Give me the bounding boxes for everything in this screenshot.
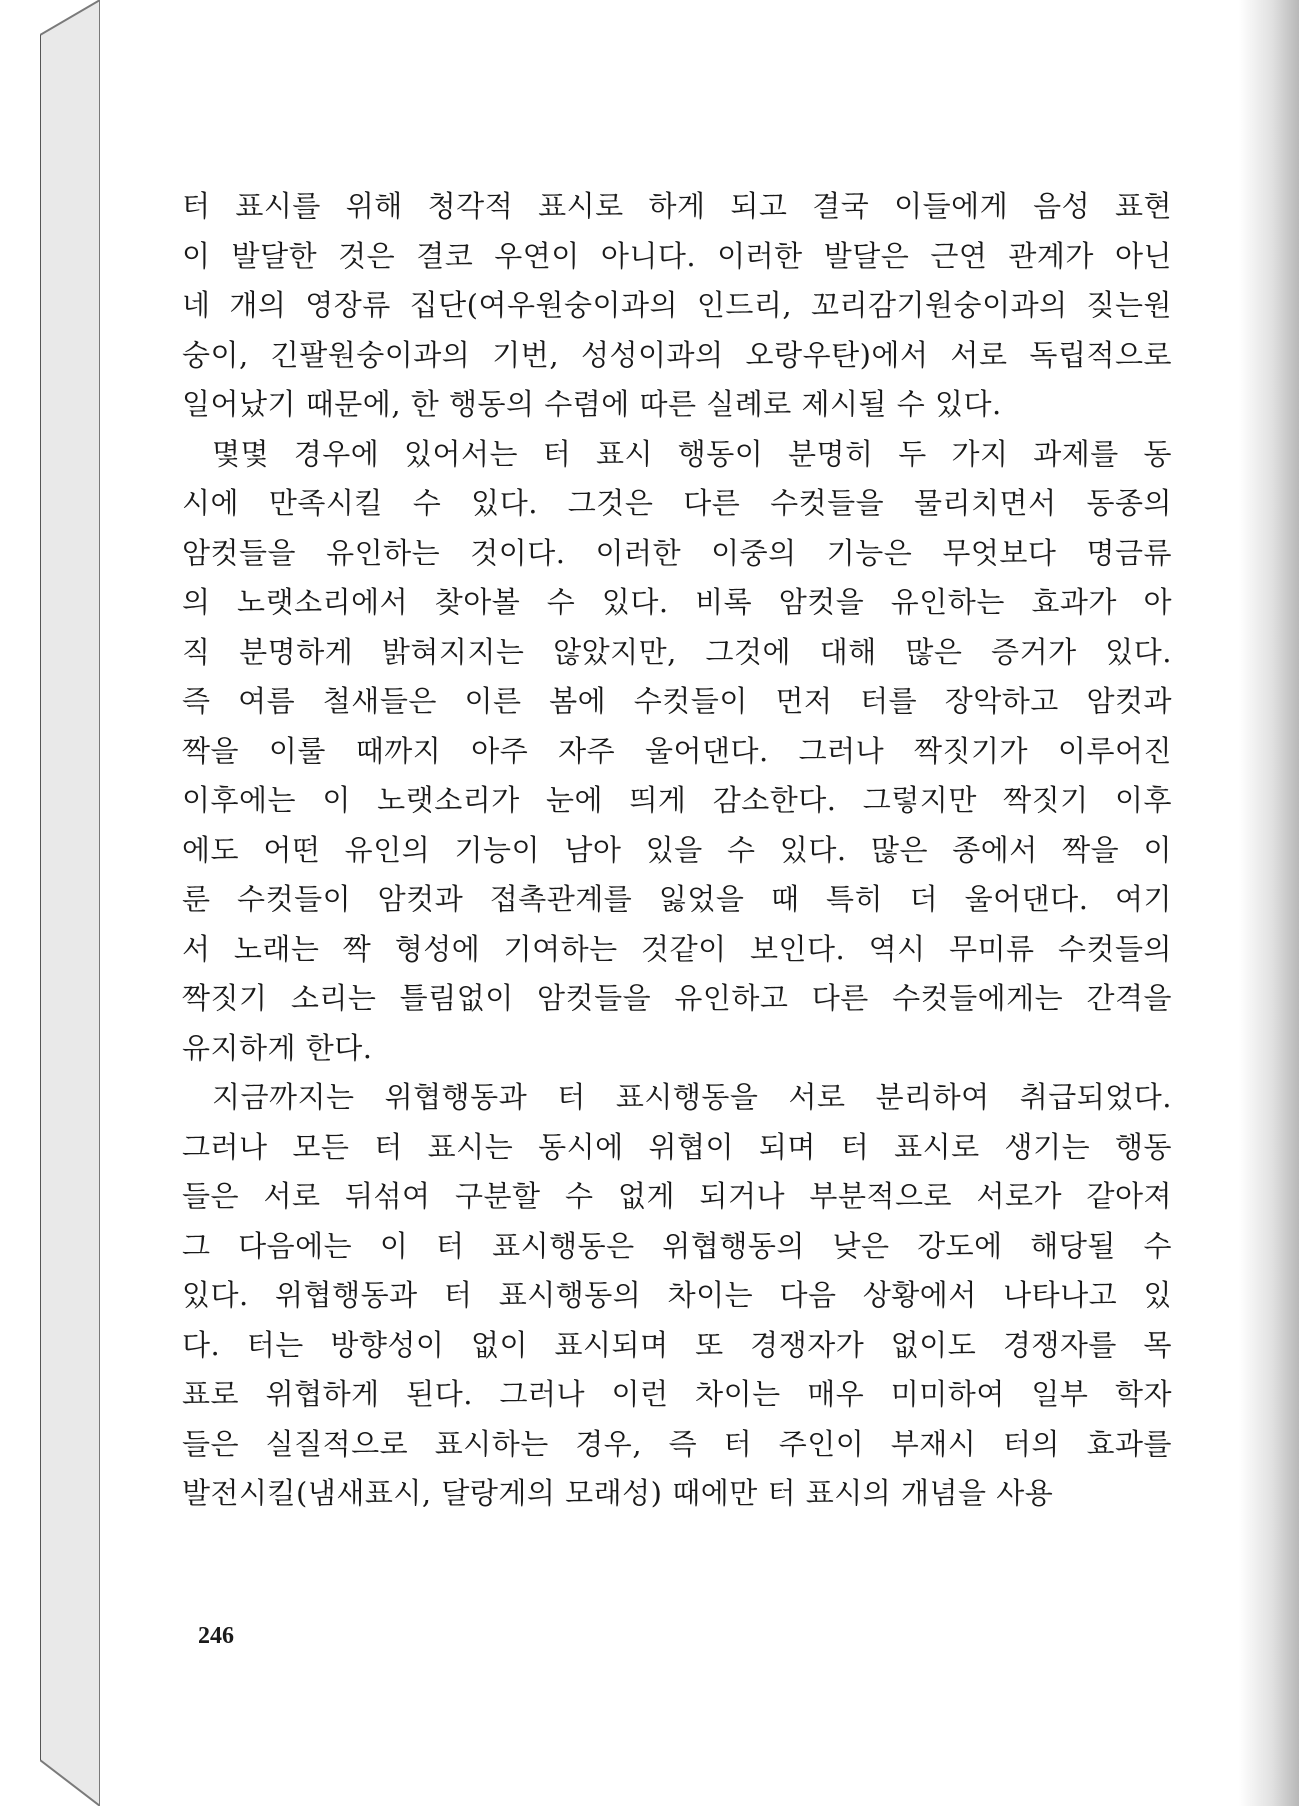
text-line: 그 다음에는 이 터 표시행동은 위협행동의 낮은 강도에 해당될 수 [182,1228,1172,1263]
text-line: 이 발달한 것은 결코 우연이 아니다. 이러한 발달은 근연 관계가 아닌 [182,238,1172,273]
text-line: 발전시킬(냄새표시, 달랑게의 모래성) 때에만 터 표시의 개념을 사용 [182,1476,1054,1510]
paragraph [182,182,1172,430]
text-line: 있다. 위협행동과 터 표시행동의 차이는 다음 상황에서 나타나고 있 [182,1278,1172,1312]
text-line: 다. 터는 방향성이 없이 표시되며 또 경쟁자가 없이도 경쟁자를 목 [182,1327,1172,1362]
paragraph [182,1073,1172,1519]
body-text [182,182,1172,1519]
text-line: 유지하게 한다. [182,1030,373,1065]
text-line: 짝을 이룰 때까지 아주 자주 울어댄다. 그러나 짝짓기가 이루어진 [182,733,1172,768]
text-line: 숭이, 긴팔원숭이과의 기번, 성성이과의 오랑우탄)에서 서로 독립적으로 [182,337,1172,372]
text-line: 이후에는 이 노랫소리가 눈에 띄게 감소한다. 그렇지만 짝짓기 이후 [182,783,1172,817]
text-line: 룬 수컷들이 암컷과 접촉관계를 잃었을 때 특히 더 울어댄다. 여기 [182,882,1172,916]
text-line: 직 분명하게 밝혀지지는 않았지만, 그것에 대해 많은 증거가 있다. [182,634,1172,669]
text-line: 네 개의 영장류 집단(여우원숭이과의 인드리, 꼬리감기원숭이과의 짖는원 [182,288,1172,322]
text-line: 지금까지는 위협행동과 터 표시행동을 서로 분리하여 취급되었다. [212,1080,1172,1114]
text-line: 그러나 모든 터 표시는 동시에 위협이 되며 터 표시로 생기는 행동 [182,1129,1172,1164]
text-line: 시에 만족시킬 수 있다. 그것은 다른 수컷들을 물리치면서 동종의 [182,486,1172,520]
text-line: 터 표시를 위해 청각적 표시로 하게 되고 결국 이들에게 음성 표현 [182,189,1172,223]
text-line: 표로 위협하게 된다. 그러나 이런 차이는 매우 미미하여 일부 학자 [182,1377,1172,1411]
text-line: 즉 여름 철새들은 이른 봄에 수컷들이 먼저 터를 장악하고 암컷과 [182,684,1172,718]
book-spine-shape [40,0,100,1806]
text-line: 몇몇 경우에 있어서는 터 표시 행동이 분명히 두 가지 과제를 동 [212,436,1172,471]
text-line: 의 노랫소리에서 찾아볼 수 있다. 비록 암컷을 유인하는 효과가 아 [182,585,1172,619]
paragraph [182,430,1172,1074]
page-edge-shadow [1239,0,1299,1806]
text-line: 들은 서로 뒤섞여 구분할 수 없게 되거나 부분적으로 서로가 같아져 [182,1179,1172,1213]
text-line: 암컷들을 유인하는 것이다. 이러한 이중의 기능은 무엇보다 명금류 [182,535,1172,570]
text-line: 일어났기 때문에, 한 행동의 수렴에 따른 실례로 제시될 수 있다. [182,387,1002,421]
text-line: 에도 어떤 유인의 기능이 남아 있을 수 있다. 많은 종에서 짝을 이 [182,832,1172,867]
text-line: 들은 실질적으로 표시하는 경우, 즉 터 주인이 부재시 터의 효과를 [182,1426,1172,1461]
text-line: 짝짓기 소리는 틀림없이 암컷들을 유인하고 다른 수컷들에게는 간격을 [182,981,1172,1015]
book-spine [40,0,100,1806]
text-line: 서 노래는 짝 형성에 기여하는 것같이 보인다. 역시 무미류 수컷들의 [182,931,1172,966]
page-number: 246 [198,1623,234,1649]
